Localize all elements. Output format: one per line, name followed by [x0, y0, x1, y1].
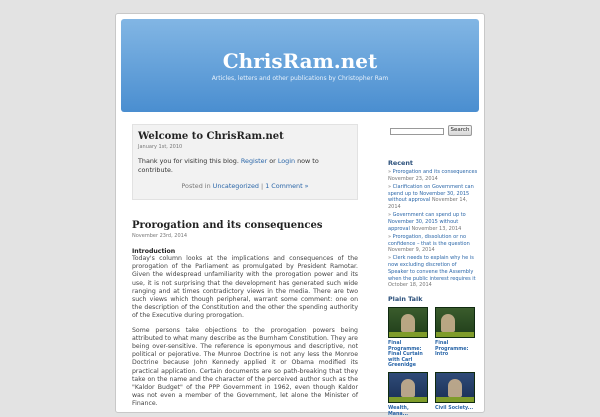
search-input[interactable] [390, 128, 444, 135]
post-date: January 1st, 2010 [138, 144, 183, 150]
main-content [132, 124, 358, 408]
search-button[interactable]: Search [448, 125, 472, 136]
post [132, 220, 358, 409]
list-item: » Clerk needs to explain why he is now excluding discretion of Speaker to convene the Assembly when the public interest requires it October 18, 2014 [388, 255, 476, 289]
recent-post-date: October 18, 2014 [388, 282, 432, 289]
list-item: » Prorogation and its consequences November 23, 2014 [388, 169, 478, 182]
recent-posts-list [388, 169, 478, 290]
video-thumbnail[interactable] [435, 307, 475, 338]
video-thumbnail[interactable] [388, 307, 428, 338]
recent-post-date: November 13, 2014 [411, 225, 462, 232]
recent-widget-title: Recent [388, 159, 413, 167]
video-caption-link[interactable]: Civil Society... [435, 406, 474, 411]
video-caption-link[interactable]: Wealth, Mana... [388, 406, 409, 417]
page-container [115, 13, 485, 417]
post-date: November 23rd, 2014 [132, 233, 188, 239]
recent-post-link[interactable]: Prorogation, dissolution or no confidence – that is the question [388, 233, 470, 247]
posted-in-label: Posted in [181, 182, 213, 190]
video-thumbnail[interactable] [435, 372, 475, 403]
recent-post-link[interactable]: Clarification on Government can spend up to November 30, 2015 without approval [388, 183, 474, 204]
meta-separator: | [258, 182, 266, 190]
recent-post-date: November 23, 2014 [388, 175, 438, 182]
body-text: or [267, 157, 278, 165]
blog-description: Articles, letters and other publications by Christopher Ram [211, 75, 389, 82]
post-meta [138, 182, 352, 190]
body-text: Thank you for visiting this blog. [138, 157, 241, 165]
post-body [138, 157, 352, 175]
video-thumbnail[interactable] [388, 372, 428, 403]
register-link[interactable]: Register [240, 157, 268, 165]
recent-post-date: November 9, 2014 [388, 247, 435, 254]
recent-post-link[interactable]: Government can spend up to November 30, 2015 without approval [388, 212, 466, 232]
list-item: » Clarification on Government can spend up to November 30, 2015 without approval November 14, 2014 [388, 183, 474, 211]
post-title-link[interactable]: Welcome to ChrisRam.net [138, 131, 284, 142]
list-item: » Government can spend up to November 30, 2015 without approval November 13, 2014 [388, 212, 466, 232]
search-form [390, 124, 480, 136]
blog-title-link[interactable]: ChrisRam.net [222, 49, 378, 73]
body-text: now to contribute. [138, 157, 319, 174]
video-caption-link[interactable]: Final Programme: Final Curtain with Carl Greenidge [388, 341, 423, 369]
recent-post-link[interactable]: Clerk needs to explain why he is now excluding discretion of Speaker to convene the Assembly when the public interest requires it [388, 255, 476, 282]
login-link[interactable]: Login [277, 157, 296, 165]
recent-post-link[interactable]: Prorogation and its consequences [392, 169, 478, 175]
paragraph: Some persons take objections to the prorogation powers being attributed to what many describe as the Burnham Constitution. They are being over-sensitive. The reference is eponymous and descriptive, not political or pejorative. The Munroe Doctrine is not any less the Monroe Doctrine because John Kennedy applied it or Obama modified its practical application. Certain documents are so path-breaking that they take on the name and the character of the perceived author such as the "Kaldor Budget" of the PPP Government in 1962, even though Kaldor was not even a member of the Government, let alone the Minister of Finance. [132, 326, 358, 408]
sticky-post [132, 124, 358, 200]
video-caption-link[interactable]: Final Programme: Intro [435, 341, 469, 358]
plain-talk-widget-title: Plain Talk [388, 295, 423, 303]
list-item: » Prorogation, dissolution or no confidence – that is the question November 9, 2014 [388, 233, 470, 254]
recent-post-date: November 14, 2014 [388, 197, 468, 211]
post-title-link[interactable]: Prorogation and its consequences [132, 220, 323, 231]
site-header [121, 19, 479, 112]
category-link[interactable]: Uncategorized [212, 182, 259, 190]
comments-link[interactable]: 1 Comment » [265, 182, 309, 190]
paragraph: Today's column looks at the implications and consequences of the prorogation of the Parliament as promulgated by President Ramotar. Given the widespread unfamiliarity with the prorogation power and its use, it is not surprising that the development has generated such wide ranging and at times contradictory views in the media. There are two such views which though peripheral, warrant some comment: one on the description of the Constitution and the other the spending authority of the Executive during prorogation. [132, 255, 358, 320]
section-heading: Introduction [132, 248, 176, 255]
